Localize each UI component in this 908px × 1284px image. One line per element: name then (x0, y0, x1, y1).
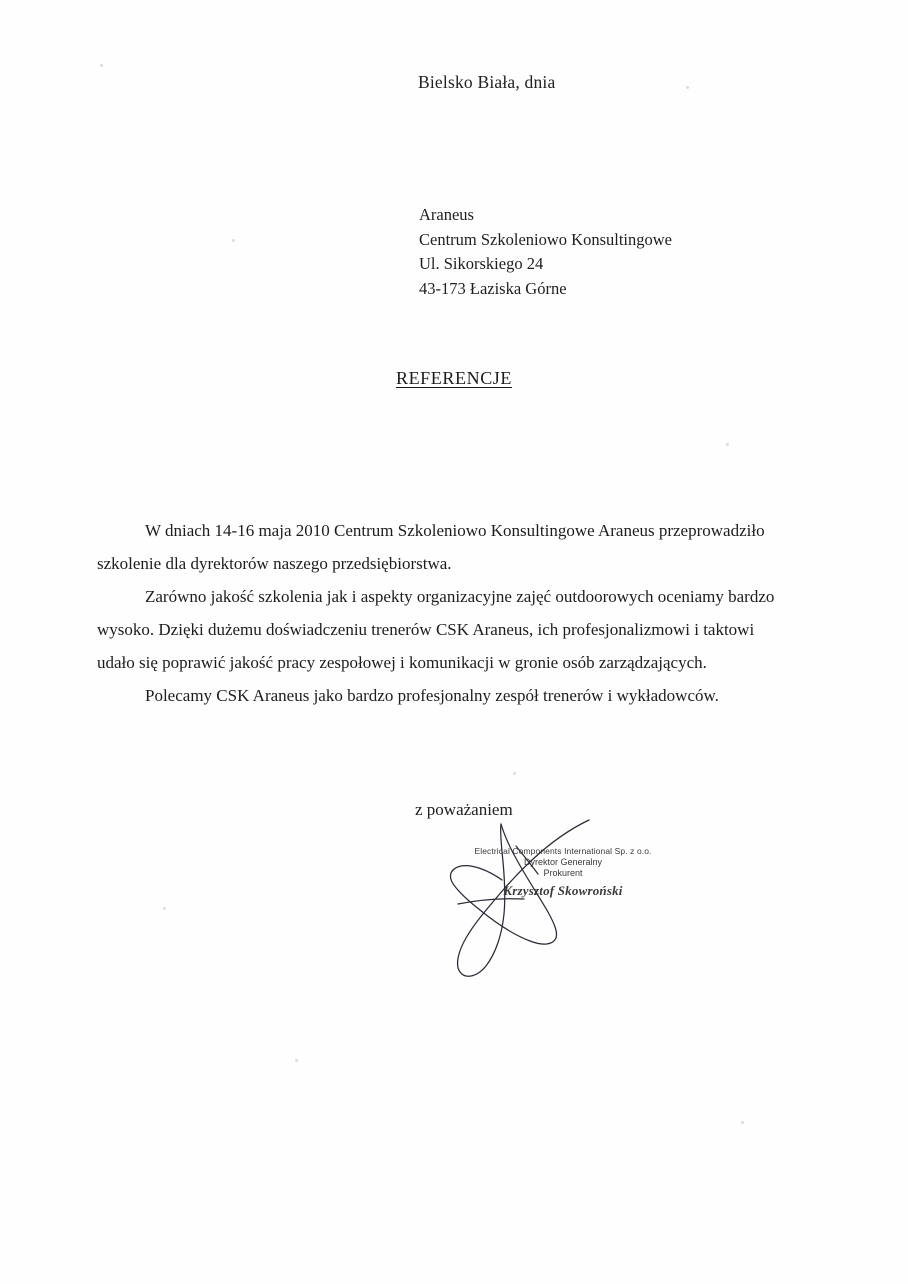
handwritten-signature-icon (398, 800, 628, 1000)
scan-speckle (232, 239, 235, 242)
scan-speckle (100, 64, 103, 67)
scan-speckle (295, 1059, 298, 1062)
scan-speckle (686, 86, 689, 89)
signoff-text: z poważaniem (415, 800, 513, 819)
signature-stamp (448, 846, 678, 899)
stamp-title: Prokurent (543, 868, 583, 878)
addressee-line-3: Ul. Sikorskiego 24 (419, 254, 544, 273)
scan-speckle (726, 443, 729, 446)
addressee-block (419, 203, 672, 301)
body-paragraph-3: Polecamy CSK Araneus jako bardzo profesjonalny zespół trenerów i wykładowców. (145, 686, 719, 705)
document-title (0, 368, 908, 389)
stamp-name: Krzysztof Skowroński (503, 883, 623, 898)
addressee-line-1: Araneus (419, 205, 474, 224)
body-paragraph-1: W dniach 14-16 maja 2010 Centrum Szkoleniowo Konsultingowe Araneus przeprowadziło szkolenie dla dyrektorów naszego przedsiębiorstwa. (97, 521, 765, 573)
scan-speckle (163, 907, 166, 910)
document-title-text: REFERENCJE (395, 368, 512, 388)
stamp-company: Electrical Components International Sp. z o.o. (474, 846, 652, 856)
body-paragraph-2: Zarówno jakość szkolenia jak i aspekty organizacyjne zajęć outdoorowych oceniamy bardzo wysoko. Dzięki dużemu doświadczeniu trenerów CSK Araneus, ich profesjonalizmowi i taktowi udało się poprawić jakość pracy zespołowej i komunikacji w gronie osób zarządzających. (97, 587, 775, 672)
addressee-line-2: Centrum Szkoleniowo Konsultingowe (419, 229, 672, 249)
scan-speckle (513, 772, 516, 775)
stamp-role: Dyrektor Generalny (523, 857, 603, 867)
addressee-line-4: 43-173 Łaziska Górne (419, 278, 567, 298)
date-line: Bielsko Biała, dnia (418, 72, 556, 92)
scan-speckle (741, 1121, 744, 1124)
document-body (97, 514, 787, 712)
